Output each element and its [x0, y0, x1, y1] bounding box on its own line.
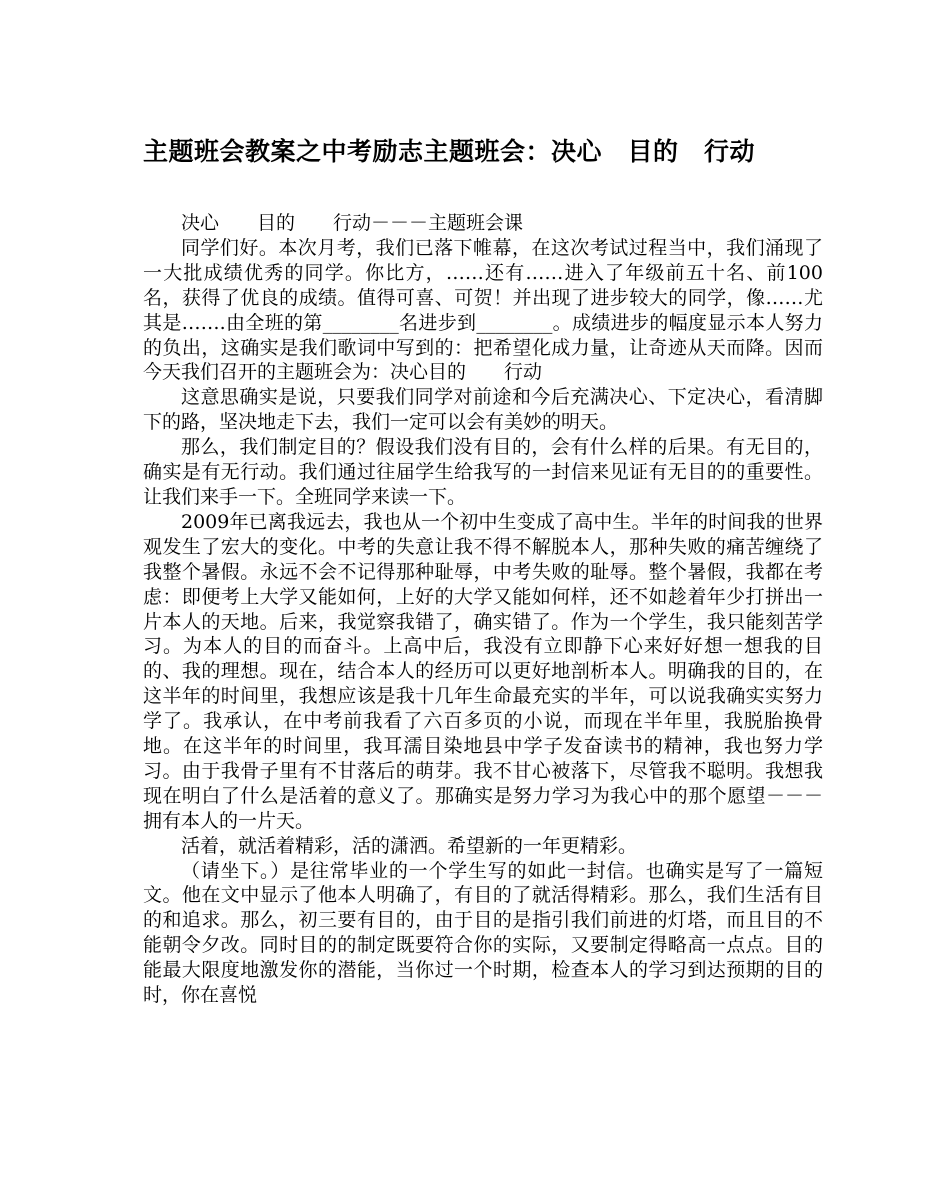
- paragraph: 那么，我们制定目的？假设我们没有目的，会有什么样的后果。有无目的，确实是有无行动。我们通过往届学生给我写的一封信来见证有无目的的重要性。让我们来手一下。全班同学来读一下。: [143, 436, 823, 508]
- paragraph: 同学们好。本次月考，我们已落下帷幕，在这次考试过程当中，我们涌现了一大批成绩优秀的同学。你比方，……还有……进入了年级前五十名、前100名，获得了优良的成绩。值得可喜、可贺！并出现了进步较大的同学，像……尤其是…….由全班的第________名进步到________。成绩进步的幅度显示本人努力的负出，这确实是我们歌词中写到的：把希望化成力量，让奇迹从天而降。因而今天我们召开的主题班会为：决心目的 行动: [143, 236, 823, 384]
- document-title: 主题班会教案之中考励志主题班会：决心 目的 行动: [143, 137, 756, 166]
- paragraph-subtitle: 决心 目的 行动－－－主题班会课: [181, 212, 524, 234]
- paragraph: 这意思确实是说，只要我们同学对前途和今后充满决心、下定决心，看清脚下的路，坚决地走下去，我们一定可以会有美妙的明天。: [143, 386, 823, 434]
- paragraph: 活着，就活着精彩，活的潇洒。希望新的一年更精彩。: [181, 834, 638, 857]
- document-body: [143, 211, 823, 1008]
- paragraph: （请坐下。）是往常毕业的一个学生写的如此一封信。也确实是写了一篇短文。他在文中显示了他本人明确了，有目的了就活得精彩。那么，我们生活有目的和追求。那么，初三要有目的，由于目的是指引我们前进的灯塔，而且目的不能朝令夕改。同时目的的制定既要符合你的实际，又要制定得略高一点点。目的能最大限度地激发你的潜能，当你过一个时期，检查本人的学习到达预期的目的时，你在喜悦: [143, 859, 823, 1007]
- paragraph-letter: 2009年已离我远去，我也从一个初中生变成了高中生。半年的时间我的世界观发生了宏大的变化。中考的失意让我不得不解脱本人，那种失败的痛苦缠绕了我整个暑假。永远不会不记得那种耻辱，中考失败的耻辱。整个暑假，我都在考虑：即便考上大学又能如何，上好的大学又能如何样，还不如趁着年少打拼出一片本人的天地。后来，我觉察我错了，确实错了。作为一个学生，我只能刻苦学习。为本人的目的而奋斗。上高中后，我没有立即静下心来好好想一想我的目的、我的理想。现在，结合本人的经历可以更好地剖析本人。明确我的目的，在这半年的时间里，我想应该是我十几年生命最充实的半年，可以说我确实实努力学了。我承认，在中考前我看了六百多页的小说，而现在半年里，我脱胎换骨地。在这半年的时间里，我耳濡目染地县中学子发奋读书的精神，我也努力学习。由于我骨子里有不甘落后的萌芽。我不甘心被落下，尽管我不聪明。我想我现在明白了什么是活着的意义了。那确实是努力学习为我心中的那个愿望－－－拥有本人的一片天。: [143, 510, 823, 832]
